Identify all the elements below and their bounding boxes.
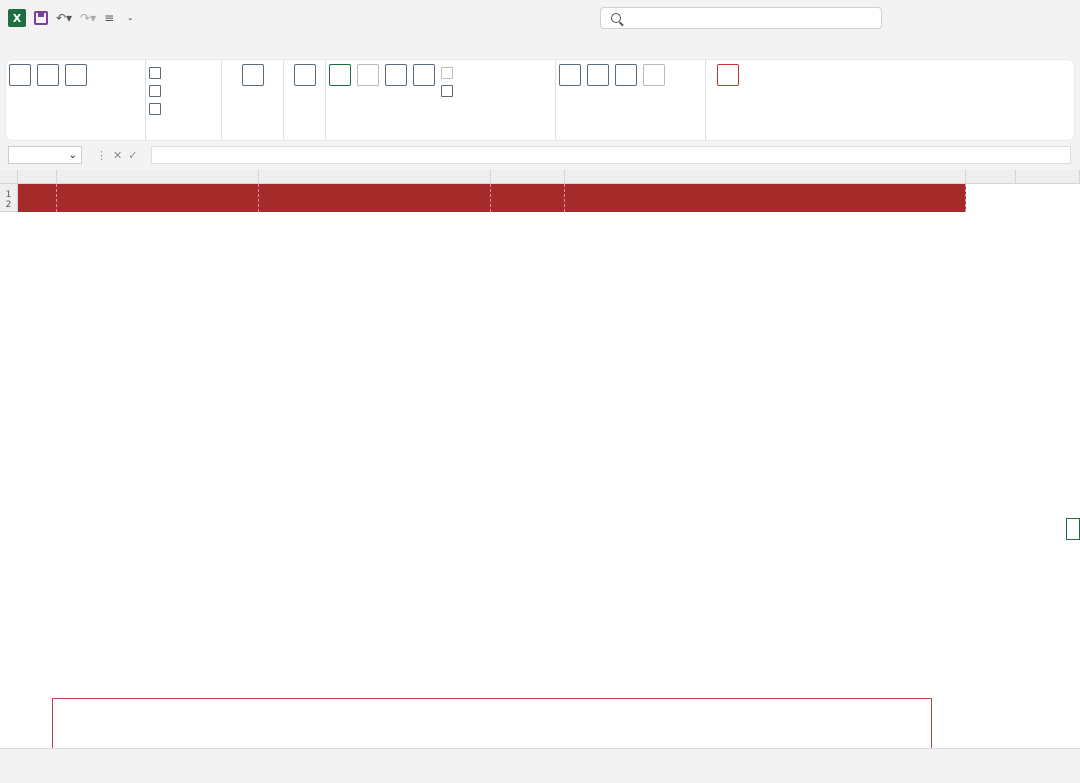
header-cell-unit[interactable] xyxy=(491,184,565,212)
simp-to-trad-button[interactable] xyxy=(149,82,164,100)
selected-cell-indicator xyxy=(1066,518,1080,540)
convert-icon xyxy=(149,67,161,79)
comment-icon xyxy=(441,67,453,79)
new-comment-icon xyxy=(329,64,351,86)
ink-icon xyxy=(717,64,739,86)
save-icon[interactable] xyxy=(34,8,48,28)
unshare-workbook-button[interactable] xyxy=(643,64,665,88)
sheet-tabs xyxy=(0,748,1080,770)
thesaurus-icon xyxy=(37,64,59,86)
show-all-comments-button[interactable] xyxy=(441,82,456,100)
formula-notes-box xyxy=(52,698,932,748)
translate-icon xyxy=(294,64,316,86)
chevron-down-icon: ⌄ xyxy=(68,149,77,161)
column-header-f[interactable] xyxy=(966,170,1016,184)
previous-comment-icon xyxy=(385,64,407,86)
convert-icon xyxy=(149,103,161,115)
previous-comment-button[interactable] xyxy=(385,64,407,88)
accessibility-icon xyxy=(242,64,264,86)
ribbon-tabs xyxy=(0,36,1080,60)
worksheet-grid[interactable] xyxy=(0,170,1080,748)
protect-workbook-button[interactable] xyxy=(587,64,609,88)
spelling-button[interactable] xyxy=(9,64,31,88)
cancel-confirm-icons[interactable]: ⋮✕✓ xyxy=(96,148,144,162)
allow-edit-ranges-button[interactable] xyxy=(615,64,637,88)
ribbon-group-proofing xyxy=(6,60,146,140)
column-header-e[interactable] xyxy=(565,170,966,184)
header-cell-no[interactable] xyxy=(18,184,57,212)
protect-sheet-button[interactable] xyxy=(559,64,581,88)
next-comment-button[interactable] xyxy=(413,64,435,88)
comment-icon xyxy=(441,85,453,97)
quick-access-more-icon[interactable]: ≡ xyxy=(104,11,115,25)
column-header-g[interactable] xyxy=(1016,170,1080,184)
search-box[interactable] xyxy=(600,7,882,29)
excel-logo-icon: X xyxy=(8,8,26,28)
delete-comment-button[interactable] xyxy=(357,64,379,88)
ribbon-group-protect xyxy=(556,60,706,140)
column-header-a[interactable] xyxy=(18,170,57,184)
stats-icon xyxy=(65,64,87,86)
header-cell-source[interactable] xyxy=(565,184,966,212)
ribbon-group-comments xyxy=(326,60,556,140)
protect-workbook-icon xyxy=(587,64,609,86)
document-title: - xyxy=(128,11,133,25)
status-bar xyxy=(0,770,1080,783)
ribbon-group-language xyxy=(284,60,326,140)
formula-input[interactable] xyxy=(151,146,1071,164)
convert-button[interactable] xyxy=(149,100,164,118)
select-all-corner[interactable] xyxy=(0,170,18,184)
thesaurus-button[interactable] xyxy=(37,64,59,88)
ribbon xyxy=(6,60,1074,140)
ribbon-group-ink xyxy=(706,60,750,140)
column-header-d[interactable] xyxy=(491,170,565,184)
table-header-row xyxy=(18,184,966,212)
translate-button[interactable] xyxy=(294,64,316,88)
header-cell-item[interactable] xyxy=(57,184,259,212)
protect-sheet-icon xyxy=(559,64,581,86)
search-icon xyxy=(611,13,621,23)
title-bar xyxy=(0,0,1080,36)
toggle-comment-button[interactable] xyxy=(441,64,456,82)
ribbon-group-chinese-conversion xyxy=(146,60,222,140)
delete-comment-icon xyxy=(357,64,379,86)
undo-icon[interactable]: ↶▾ xyxy=(56,11,73,25)
ribbon-group-accessibility xyxy=(222,60,284,140)
column-header-b[interactable] xyxy=(57,170,259,184)
spelling-icon xyxy=(9,64,31,86)
hide-ink-button[interactable] xyxy=(717,64,739,88)
next-comment-icon xyxy=(413,64,435,86)
check-accessibility-button[interactable] xyxy=(242,64,264,88)
name-box[interactable] xyxy=(8,146,82,164)
formula-bar xyxy=(0,144,1080,166)
header-cell-value[interactable] xyxy=(259,184,491,212)
column-header-c[interactable] xyxy=(259,170,491,184)
new-comment-button[interactable] xyxy=(329,64,351,88)
unshare-icon xyxy=(643,64,665,86)
workbook-stats-button[interactable] xyxy=(65,64,87,88)
edit-ranges-icon xyxy=(615,64,637,86)
redo-icon[interactable]: ↷▾ xyxy=(80,11,97,25)
row-header[interactable]: 1 2 xyxy=(0,184,18,212)
trad-to-simp-button[interactable] xyxy=(149,64,164,82)
convert-icon xyxy=(149,85,161,97)
